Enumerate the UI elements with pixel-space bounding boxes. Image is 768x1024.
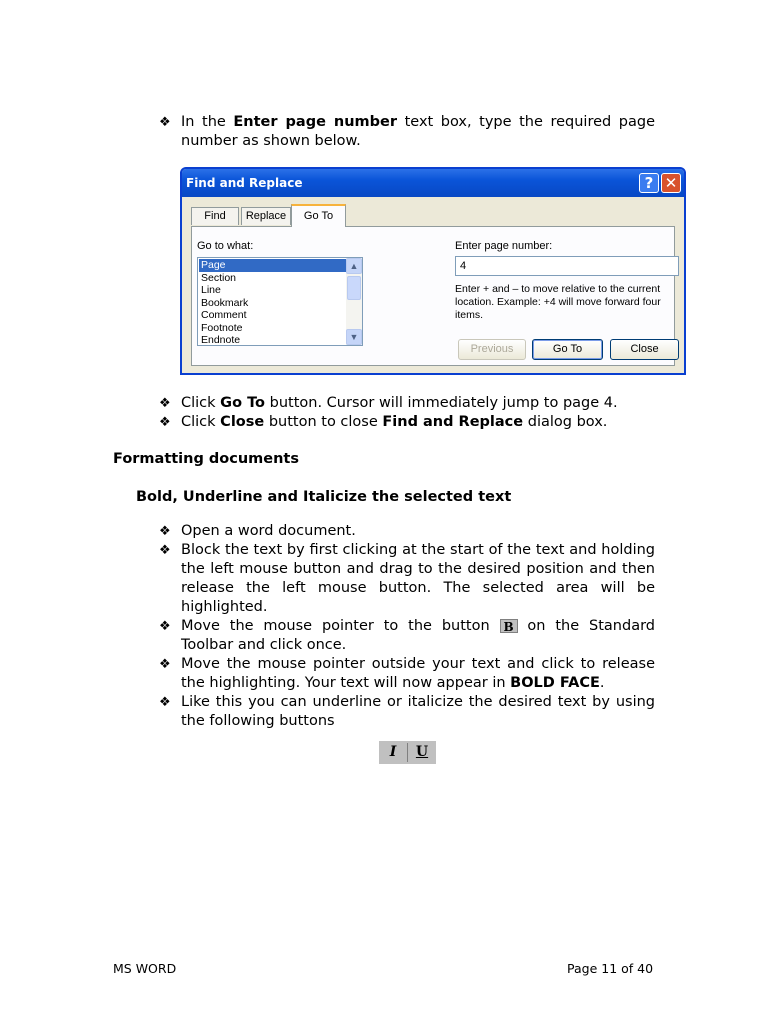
list-item-bookmark[interactable]: Bookmark [201,296,249,309]
list-item-comment[interactable]: Comment [201,309,247,321]
list-item: ❖ Click Close button to close Find and Replace dialog box. [159,414,608,430]
bullet-icon: ❖ [159,396,171,411]
help-button[interactable]: ? [639,173,659,193]
tab-replace[interactable]: Replace [241,207,291,225]
goto-panel [191,226,675,366]
goto-button[interactable]: Go To [532,339,603,360]
bullet-icon: ❖ [159,657,171,672]
listbox-scrollbar[interactable] [346,258,362,345]
bullet-icon: ❖ [159,543,171,558]
page-number: Page 11 of 40 [567,961,654,976]
formatting-steps-list [159,522,655,731]
list-item: ❖ Click Go To button. Cursor will immediately jump to page 4. [159,395,618,411]
close-button[interactable]: Close [610,339,679,360]
enter-page-label: Enter page number: [455,240,553,252]
underline-icon: U [415,744,429,760]
list-item: ❖ Move the mouse pointer outside your text and click to release the highlighting. Your text will now appear in BOLD FACE. [159,656,655,691]
goto-what-listbox[interactable] [197,257,363,346]
bullet-icon: ❖ [159,695,171,710]
subsection-heading: Bold, Underline and Italicize the selected text [136,489,512,505]
list-item: ❖ Open a word document. [159,523,356,539]
list-item-page[interactable]: Page [199,259,347,272]
italic-icon: I [389,744,397,760]
list-item: ❖ Block the text by first clicking at the start of the text and holding the left mouse button and drag to the desired position and then release the left mouse button. The selected area will be highlighted. [159,542,655,615]
dialog-titlebar [182,169,684,197]
tab-find[interactable]: Find [191,207,239,225]
scroll-thumb[interactable] [347,276,361,300]
goto-what-label: Go to what: [197,240,254,252]
previous-button[interactable]: Previous [458,339,526,360]
find-replace-dialog [180,167,686,375]
tab-goto[interactable]: Go To [291,204,346,227]
list-item: ❖ In the Enter page number text box, type the required page number as shown below. [159,114,655,149]
list-item: ❖ Like this you can underline or italicize the desired text by using the following buttons [159,694,655,729]
bullet-icon: ❖ [159,619,171,634]
dialog-title: Find and Replace [186,176,303,190]
footer-left: MS WORD [113,961,177,976]
goto-steps-list [159,394,655,432]
intro-bullet-list [159,113,655,151]
page-number-input[interactable]: 4 [455,256,679,276]
section-heading: Formatting documents [113,451,299,467]
goto-hint-text: Enter + and – to move relative to the current location. Example: +4 will move forward four items. [455,283,661,321]
scroll-down-icon[interactable]: ▼ [346,329,362,345]
bullet-icon: ❖ [159,415,171,430]
toolbar-separator [407,743,408,762]
italic-underline-toolbar [379,741,436,764]
scroll-up-icon[interactable]: ▲ [346,258,362,274]
list-item-footnote[interactable]: Footnote [201,321,243,334]
bullet-icon: ❖ [159,524,171,539]
list-item-line[interactable]: Line [201,284,221,296]
list-item-section[interactable]: Section [201,271,237,284]
close-icon[interactable]: ✕ [661,173,681,193]
bullet-icon: ❖ [159,115,171,130]
list-item-endnote[interactable]: Endnote [201,334,241,346]
bold-button-icon: B [500,619,518,633]
list-item: ❖ Move the mouse pointer to the button B on the Standard Toolbar and click once. [159,618,655,653]
